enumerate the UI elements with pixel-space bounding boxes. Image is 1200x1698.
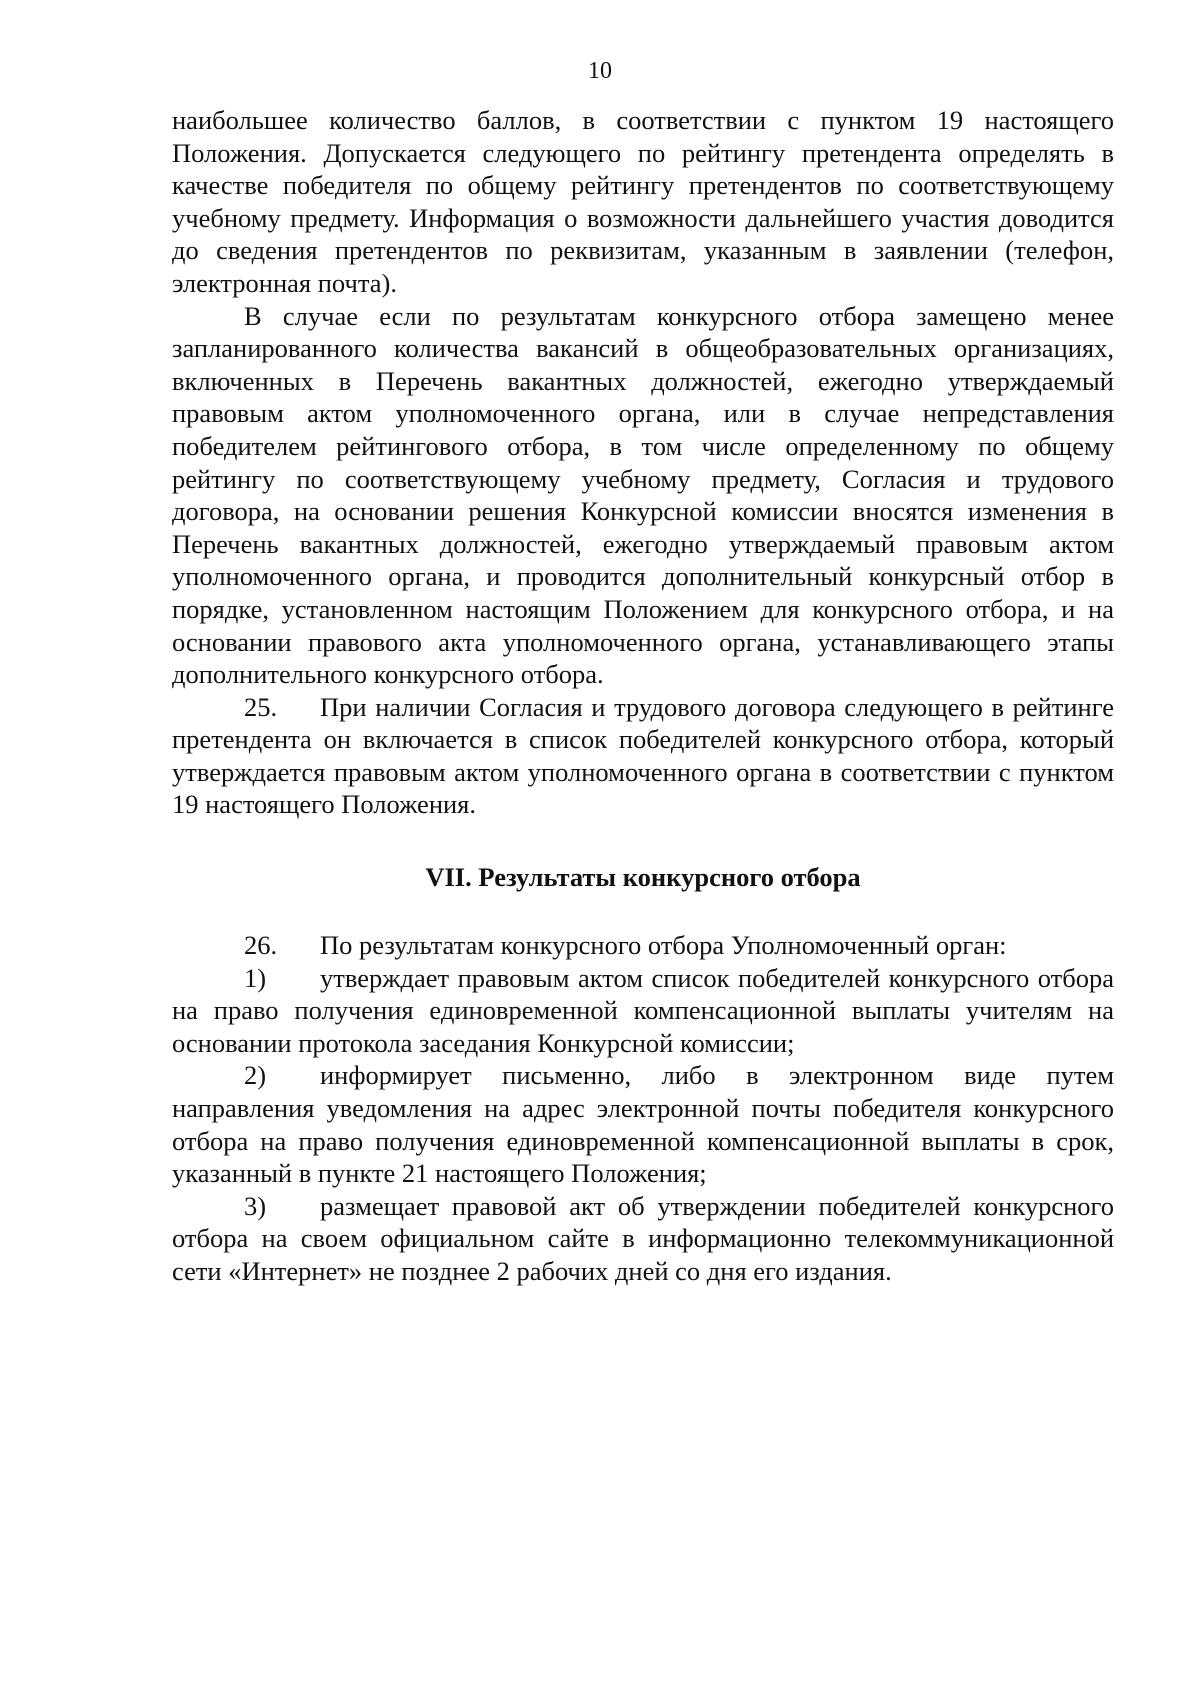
subitem-3 — [172, 1190, 1114, 1288]
clause-26 — [172, 929, 1114, 962]
clause-number: 25. — [244, 691, 278, 722]
subitem-text: информирует письменно, либо в электронном виде путем направления уведомления на адрес электронной почты победителя конкурсного отбора на право получения единовременной компенсационной выплаты в срок, указанный в пункте 21 настоящего Положения; — [172, 1060, 1114, 1189]
subitem-number: 2) — [244, 1060, 267, 1091]
clause-text: По результатам конкурсного отбора Уполномоченный орган: — [320, 930, 1007, 961]
subitem-number: 3) — [244, 1190, 267, 1221]
subitem-text: размещает правовой акт об утверждении победителей конкурсного отбора на своем официальном сайте в информационно телекоммуникационной сети «Интернет» не позднее 2 рабочих дней со дня его издания. — [172, 1190, 1114, 1286]
clause-text: При наличии Согласия и трудового договора следующего в рейтинге претендента он включается в список победителей конкурсного отбора, который утверждается правовым актом уполномоченного органа в соответствии с пунктом 19 настоящего Положения. — [172, 691, 1114, 820]
page-number: 10 — [588, 58, 612, 84]
clause-25 — [172, 691, 1114, 821]
clause-number: 26. — [244, 930, 278, 961]
subitem-2 — [172, 1059, 1114, 1189]
paragraph-vacancies: В случае если по результатам конкурсного отбора замещено менее запланированного количества вакансий в общеобразовательных организациях, включенных в Перечень вакантных должностей, ежегодно утверждаемый правовым актом уполномоченного органа, или в случае непредставления победителем рейтингового отбора, в том числе определенному по общему рейтингу по соответствующему учебному предмету, Согласия и трудового договора, на основании решения Конкурсной комиссии вносятся изменения в Перечень вакантных должностей, ежегодно утверждаемый правовым актом уполномоченного органа, и проводится дополнительный конкурсный отбор в порядке, установленном настоящим Положением для конкурсного отбора, и на основании правового акта уполномоченного органа, устанавливающего этапы дополнительного конкурсного отбора. — [172, 300, 1114, 690]
document-body — [172, 104, 1114, 1288]
subitem-number: 1) — [244, 962, 267, 993]
section-heading: VII. Результаты конкурсного отбора — [425, 862, 861, 893]
subitem-1 — [172, 962, 1114, 1060]
subitem-text: утверждает правовым актом список победителей конкурсного отбора на право получения единовременной компенсационной выплаты учителям на основании протокола заседания Конкурсной комиссии; — [172, 962, 1114, 1058]
intro-paragraph: наибольшее количество баллов, в соответствии с пунктом 19 настоящего Положения. Допускается следующего по рейтингу претендента определять в качестве победителя по общему рейтингу претендентов по соответствующему учебному предмету. Информация о возможности дальнейшего участия доводится до сведения претендентов по реквизитам, указанным в заявлении (телефон, электронная почта). — [172, 105, 1114, 298]
